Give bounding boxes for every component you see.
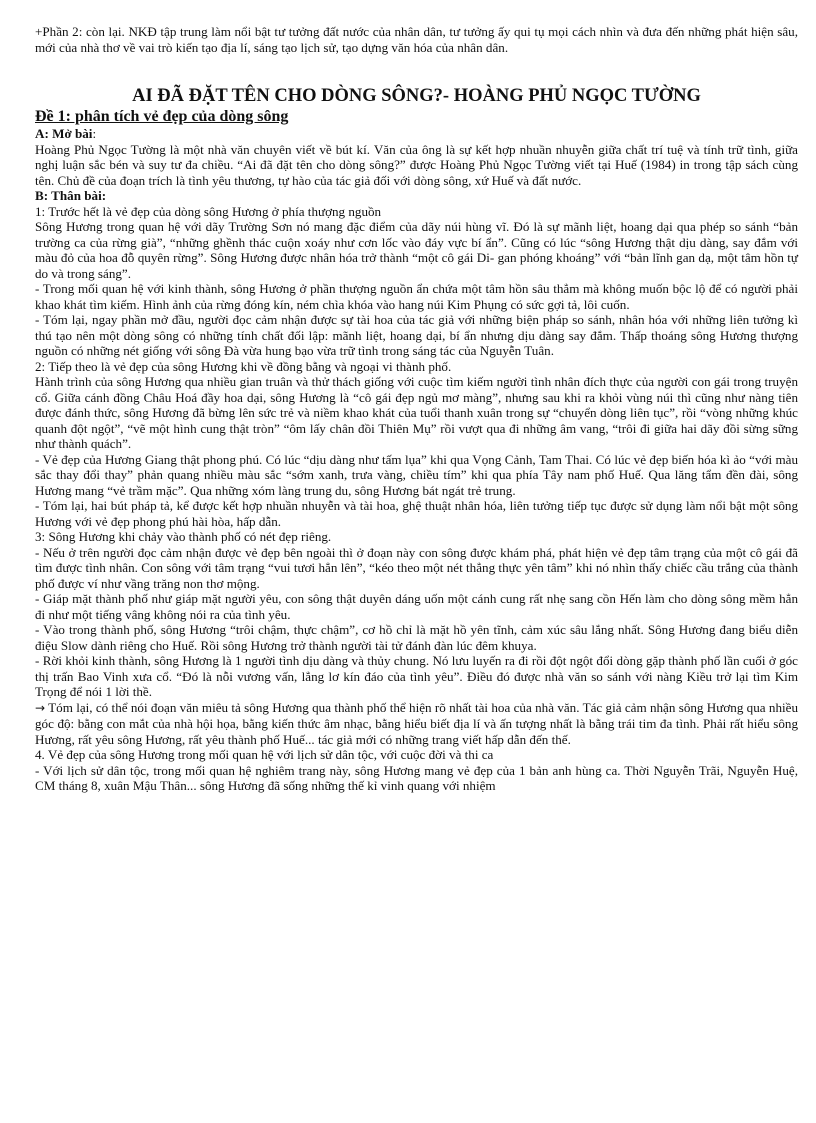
intro-part-paragraph: +Phần 2: còn lại. NKĐ tập trung làm nổi bật tư tưởng đất nước của nhân dân, tư tưởng ấy qui tụ mọi cách nhìn và đưa đến những phát hiện sâu, mới của nhà thơ về vai trò kiến tạo địa lí, sáng tạo lịch sử, tạo dựng văn hóa của nhân dân.: [35, 24, 798, 55]
paragraph-lover-mood: - Nếu ở trên người đọc cảm nhận được vẻ đẹp bên ngoài thì ở đoạn này con sông được khám phá, phát hiện vẻ đẹp tâm trạng của một cô gái đã tìm được tình nhân. Con sông với tâm trạng “vui tươi hẳn lên”, “kéo theo một nét thẳng thực yên tâm” khi nó nhìn thấy chiếc cầu trắng của thành phố được ví như vầng trăng non thơ mộng.: [35, 544, 798, 591]
paragraph-history: - Với lịch sử dân tộc, trong mối quan hệ nghiêm trang này, sông Hương mang vẻ đẹp của 1 bản anh hùng ca. Thời Nguyễn Trãi, Nguyễn Huệ, CM tháng 8, xuân Mậu Thân... sông Hương đã sống những thế kỉ vinh quang với nhiệm: [35, 762, 798, 793]
summary-paragraph: [35, 700, 798, 748]
document-page: [35, 24, 798, 794]
paragraph-huong-giang-beauty: - Vẻ đẹp của Hương Giang thật phong phú. Có lúc “dịu dàng như tấm lụa” khi qua Vọng Cảnh, Tam Thai. Có lúc vẻ đẹp biến hóa kì ảo “với màu sắc thay đổi thay” phản quang nhiều màu sắc “sớm xanh, trưa vàng, chiều tím” khi qua phía Tây nam phố Huế. Qua lăng tẩm đền đài, sông Hương mang “vẻ trầm mặc”. Qua những xóm làng trung du, sông Hương bát ngát trẻ trung.: [35, 451, 798, 498]
paragraph-meeting-city: - Giáp mặt thành phố như giáp mặt người yêu, con sông thật duyên dáng uốn một cánh cung rất nhẹ sang cồn Hến làm cho dòng sông mềm hẳn đi như một tiếng vâng không nói ra của tình yêu.: [35, 591, 798, 622]
paragraph-summary-1: - Tóm lại, ngay phần mở đầu, người đọc cảm nhận được sự tài hoa của tác giả với những biện pháp so sánh, nhân hóa với những liên tưởng kì thú tạo nên một dòng sông có những tính chất đối lập: mãnh liệt, hoang dại, bí ẩn nhưng dịu dàng say đắm. Thấp thoáng sông Hương thượng nguồn có những nét giống với sông Đà vừa hung bạo vừa trữ tình trong sáng tác của Nguyễn Tuân.: [35, 312, 798, 358]
topic-heading: Đề 1: phân tích vẻ đẹp của dòng sông: [35, 108, 289, 125]
paragraph-upstream: Sông Hương trong quan hệ với dãy Trường Sơn nó mang đặc điểm của dãy núi hùng vĩ. Đó là sự mãnh liệt, hoang dại qua phép so sánh “bản trường ca của rừng già”, “những ghềnh thác cuộn xoáy như cơn lốc vào đáy vực bí ẩn”. Cũng có lúc “sông Hương thật dịu dàng, say đắm với màu đỏ của hoa đỗ quyên rừng”. Sông Hương được nhân hóa trở thành “một cô gái Di- gan phóng khoáng” với “bản lĩnh gan dạ, một tâm hồn tự do và trong sáng”.: [35, 219, 798, 281]
document-title: AI ĐÃ ĐẶT TÊN CHO DÒNG SÔNG?- HOÀNG PHỦ NGỌC TƯỜNG: [132, 86, 701, 106]
section-b-heading: B: Thân bài:: [35, 188, 107, 203]
section-a-heading-line: [35, 126, 798, 142]
paragraph-journey: Hành trình của sông Hương qua nhiều gian truân và thử thách giống với cuộc tìm kiếm người tình nhân đích thực của người con gái trong truyện cổ. Giữa cánh đồng Châu Hoá đầy hoa dại, sông Hương là “cô gái đẹp ngủ mơ màng”, nhưng sau khi ra khỏi vùng núi thì cũng như nàng tiên được đánh thức, sông Hương đã bừng lên sức trẻ và niềm khao khát của tuổi thanh xuân trong sự “chuyển dòng liên tục”, rồi “vòng những khúc quanh đột ngột”, “vẽ một hình cung thật tròn” “ôm lấy chân đồi Thiên Mụ” rồi vượt qua đi những âm vang, “trôi đi giữa hai dãy đồi sừng sững như thành quách”.: [35, 374, 798, 451]
subheading-part-3: 3: Sông Hương khi chảy vào thành phố có nét đẹp riêng.: [35, 529, 332, 544]
subheading-part-1: 1: Trước hết là vẻ đẹp của dòng sông Hương ở phía thượng nguồn: [35, 203, 382, 219]
subheading-part-4: 4. Vẻ đẹp của sông Hương trong mối quan hệ với lịch sử dân tộc, với cuộc đời và thi ca: [35, 747, 494, 762]
paragraph-in-city: - Vào trong thành phố, sông Hương “trôi chậm, thực chậm”, cơ hồ chỉ là mặt hồ yên tĩnh, cảm xúc sâu lắng nhất. Sông Hương đang biểu diễn điệu Slow dành riêng cho Huế. Rồi sông Hương trở thành người tài tử đánh đàn lúc đêm khuya.: [35, 622, 798, 653]
right-arrow-icon: →: [35, 700, 46, 715]
section-a-colon: :: [92, 126, 97, 141]
paragraph-leaving-city: - Rời khỏi kinh thành, sông Hương là 1 người tình dịu dàng và thủy chung. Nó lưu luyến ra đi rồi đột ngột đổi dòng gặp thành phố lần cuối ở góc thị trấn Bao Vinh xưa cổ. “Đó là nỗi vương vấn, lẳng lơ kín đáo của tình yêu”. Điều đó được nhà văn so sánh với nàng Kiều trở lại tìm Kim Trọng để nói 1 lời thề.: [35, 653, 798, 699]
paragraph-citadel-relation: - Trong mối quan hệ với kinh thành, sông Hương ở phần thượng nguồn ẩn chứa một tâm hồn sâu thẳm mà không muốn bộc lộ để có người phải khao khát tìm kiếm. Hình ảnh của rừng đóng kín, ném chìa khóa vào hang núi Kim Phụng có sức gợi tả, lôi cuốn.: [35, 281, 798, 312]
subheading-part-2: 2: Tiếp theo là vẻ đẹp của sông Hương khi về đồng bằng và ngoại vi thành phố.: [35, 358, 452, 374]
summary-text: Tóm lại, có thể nói đoạn văn miêu tả sông Hương qua thành phố thể hiện rõ nhất tài hoa của nhà văn. Tác giả cảm nhận sông Hương qua nhiều góc độ: bằng con mắt của nhà hội họa, bằng kiến thức âm nhạc, bằng hiểu biết địa lí và ấn tượng nhất là bằng trái tim đa tình. Phải rất hiểu sông Hương, rất yêu sông Hương, rất yêu thành phố Huế... tác giả mới có những trang viết hấp dẫn đến thế.: [35, 699, 798, 747]
paragraph-summary-2: - Tóm lại, hai bút pháp tả, kể được kết hợp nhuần nhuyễn và tài hoa, ghệ thuật nhân hóa, liên tưởng tiếp tục được sử dụng làm nổi bật một sông Hương với vẻ đẹp phong phú hài hòa, hấp dẫn.: [35, 498, 798, 529]
section-a-text: Hoàng Phủ Ngọc Tường là một nhà văn chuyên viết về bút kí. Văn của ông là sự kết hợp nhuần nhuyễn giữa chất trí tuệ và tính trữ tình, giữa nghị luận sắc bén và suy tư đa chiều. “Ai đã đặt tên cho dòng sông?” được Hoàng Phủ Ngọc Tường viết tại Huế (1984) in trong tập sách cùng tên. Chủ đề của đoạn trích là tình yêu thương, tự hào của tác giả đối với dòng sông, xứ Huế và đất nước.: [35, 141, 798, 188]
section-a-heading: A: Mở bài: [35, 126, 93, 141]
